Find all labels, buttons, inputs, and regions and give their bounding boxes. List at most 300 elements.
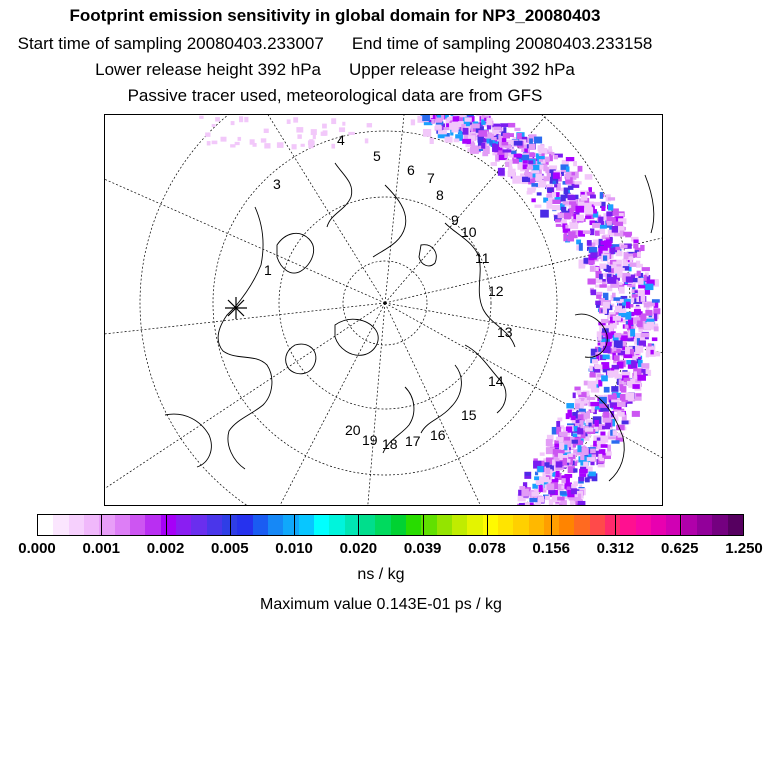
plume-cell <box>593 441 597 447</box>
plume-cell <box>588 423 591 427</box>
plume-cell <box>579 469 588 474</box>
plume-cell <box>235 142 240 145</box>
colorbar-cell <box>360 515 375 535</box>
colorbar-separator <box>423 515 424 535</box>
plume-cell <box>614 340 623 348</box>
plume-cell <box>628 320 633 326</box>
plume-cell <box>261 138 266 142</box>
plume-cell <box>596 305 600 308</box>
day-label: 16 <box>430 427 446 443</box>
plume-cell <box>603 355 610 360</box>
plume-cell <box>548 146 552 152</box>
plume-cell <box>367 123 372 127</box>
plume-cell <box>652 299 660 302</box>
colorbar-cell <box>498 515 513 535</box>
plume-cell <box>585 174 593 180</box>
meridian <box>385 115 405 303</box>
plume-cell <box>537 466 544 472</box>
colorbar-cell <box>559 515 574 535</box>
plume-cell <box>604 387 610 393</box>
plume-cell <box>264 129 269 133</box>
plume-cell <box>568 453 572 457</box>
plume-cell <box>205 132 210 136</box>
plume-cell <box>308 143 313 148</box>
plume-cell <box>594 369 600 373</box>
colorbar-cell <box>253 515 268 535</box>
plume-cell <box>529 498 537 502</box>
plume-cell <box>566 413 570 419</box>
plume-cell <box>556 192 560 197</box>
plume-cell <box>539 180 544 187</box>
plume-cell <box>556 461 563 467</box>
plume-cell <box>608 395 617 400</box>
plume-cell <box>607 221 612 226</box>
plume-cell <box>500 123 508 127</box>
colorbar-cell <box>145 515 160 535</box>
plume-cell <box>599 284 606 287</box>
plume-cell <box>637 252 641 257</box>
release-heights <box>0 60 670 80</box>
plume-cell <box>572 219 575 223</box>
plume-cell <box>571 488 577 494</box>
plume-cell <box>654 313 657 321</box>
plume-cell <box>590 228 594 235</box>
plume-cell <box>641 363 649 368</box>
plume-cell <box>585 216 591 219</box>
plume-cell <box>607 370 615 377</box>
plume-cell <box>585 207 593 214</box>
day-label: 17 <box>405 433 421 449</box>
plume-cell <box>614 333 621 338</box>
plume-cell <box>613 347 616 351</box>
plume-cell <box>625 392 634 400</box>
plume-cell <box>207 141 211 145</box>
sampling-times <box>0 34 670 54</box>
colorbar-cell <box>620 515 635 535</box>
plume-cell <box>537 192 542 195</box>
plume-cell <box>583 230 591 234</box>
plume-cell <box>592 223 600 228</box>
plume-cell <box>529 153 535 157</box>
colorbar-cell <box>651 515 666 535</box>
plume-cell <box>577 390 582 395</box>
plume-cell <box>571 172 575 175</box>
plume-cell <box>571 416 575 420</box>
plume-cell <box>449 123 456 130</box>
plume-cell <box>636 393 641 396</box>
plume-cell <box>578 416 584 419</box>
colorbar-tick-label: 0.000 <box>18 540 56 557</box>
plume-cell <box>589 373 595 377</box>
plume-cell <box>277 142 284 148</box>
plume-cell <box>441 115 444 119</box>
plume-cell <box>588 381 597 389</box>
plume-cell <box>560 491 567 495</box>
plume-cell <box>613 316 621 321</box>
colorbar-cell <box>191 515 206 535</box>
plume-cell <box>603 308 607 314</box>
plume-cell <box>641 333 650 338</box>
plume-cell <box>577 445 581 452</box>
plume-cell <box>602 426 610 429</box>
plume-cell <box>301 144 305 147</box>
plume-cell <box>564 474 572 478</box>
plume-cell <box>638 285 646 289</box>
plume-cell <box>579 473 586 477</box>
colorbar-cell <box>406 515 421 535</box>
plume-cell <box>505 162 509 167</box>
plume-cell <box>438 130 447 134</box>
plume-cell <box>607 277 616 284</box>
plume-cell <box>538 496 544 502</box>
plume-cell <box>514 154 522 158</box>
plume-cell <box>560 195 565 202</box>
plume-cell <box>293 117 298 122</box>
plume-cell <box>331 144 335 149</box>
plume-cell <box>633 239 638 243</box>
plume-cell <box>556 437 560 441</box>
day-label: 8 <box>436 187 444 203</box>
plume-cell <box>587 240 592 246</box>
plume-cell <box>598 464 605 467</box>
plume-cell <box>498 168 505 176</box>
colorbar-cell <box>161 515 176 535</box>
plume-cell <box>481 143 485 149</box>
plume-cell <box>545 157 550 163</box>
plume-cell <box>430 138 434 144</box>
day-label: 7 <box>427 170 435 186</box>
plume-cell <box>611 386 618 392</box>
plume-cell <box>587 397 595 400</box>
meridian <box>385 303 485 506</box>
plume-cell <box>573 443 576 447</box>
plume-cell <box>491 162 496 166</box>
plume-cell <box>492 144 498 152</box>
plume-cell <box>529 144 536 150</box>
plume-cell <box>508 123 515 128</box>
plume-cell <box>539 476 544 484</box>
plume-cell <box>544 176 550 181</box>
colorbar-tick-label: 0.020 <box>339 540 378 557</box>
plume-cell <box>583 462 588 467</box>
lower-release-height: Lower release height 392 hPa <box>95 60 321 79</box>
colorbar-unit <box>0 566 768 584</box>
plume-cell <box>531 183 538 187</box>
plume-cell <box>627 338 634 341</box>
plume-cell <box>494 127 502 130</box>
plume-cell <box>561 207 566 211</box>
colorbar-separator <box>551 515 552 535</box>
plume-cell <box>566 403 574 408</box>
plume-cell <box>510 169 516 177</box>
plume-cell <box>623 232 632 236</box>
plume-cell <box>562 201 568 204</box>
plume-cell <box>527 191 533 194</box>
plume-cell <box>595 230 600 235</box>
plume-cell <box>607 241 612 246</box>
plume-cell <box>476 115 482 116</box>
plume-cell <box>648 343 652 346</box>
plume-cell <box>642 267 650 271</box>
plume-cell <box>596 295 601 299</box>
plume-cell <box>569 201 576 204</box>
plume-cell <box>287 119 291 124</box>
plume-cell <box>590 449 596 454</box>
plume-cell <box>580 423 583 429</box>
plume-cell <box>573 161 577 166</box>
plume-cell <box>568 231 576 236</box>
plume-cell <box>459 131 462 134</box>
colorbar-tick-label: 0.002 <box>146 540 185 557</box>
plume-cell <box>576 215 584 222</box>
plume-cell <box>587 278 595 284</box>
plume-cell <box>231 121 235 125</box>
plume-cell <box>638 278 644 285</box>
colorbar-cell <box>53 515 68 535</box>
day-labels <box>264 132 513 452</box>
coastline <box>327 163 352 227</box>
plume-cell <box>199 116 203 119</box>
day-label: 5 <box>373 148 381 164</box>
plume-cell <box>646 352 649 357</box>
plume-cell <box>431 119 434 124</box>
day-label: 19 <box>362 432 378 448</box>
plume-cell <box>238 137 242 141</box>
plume-cell <box>212 124 216 127</box>
plume-cell <box>478 130 487 137</box>
meridian <box>105 175 385 303</box>
plume-cell <box>445 137 453 143</box>
plume-cell <box>553 172 560 178</box>
plume-cell <box>622 421 629 425</box>
plume-cell <box>296 127 303 133</box>
plume-cell <box>632 384 639 389</box>
plume-cell <box>590 402 599 406</box>
plume-cell <box>601 319 609 323</box>
plume-cell <box>611 248 615 255</box>
plume-cell <box>645 310 652 316</box>
plume-cell <box>528 160 533 163</box>
plume-cell <box>540 452 545 455</box>
plume-cell <box>646 368 649 374</box>
map-canvas <box>105 115 663 506</box>
plume-cell <box>629 263 636 267</box>
plume-cell <box>585 428 593 432</box>
plume-cell <box>590 195 596 199</box>
plume-cell <box>563 234 566 242</box>
colorbar <box>37 514 744 536</box>
plume-cell <box>634 309 641 315</box>
plume-cell <box>573 433 578 437</box>
colorbar-cell <box>176 515 191 535</box>
plume-cell <box>443 127 450 130</box>
plume-cell <box>654 326 659 331</box>
plume-cell <box>602 235 606 239</box>
colorbar-cell <box>69 515 84 535</box>
plume-cell <box>598 454 602 460</box>
plume-cell <box>632 278 637 282</box>
plume-cell <box>554 155 558 159</box>
meridian <box>367 303 385 506</box>
coastline <box>373 185 406 257</box>
colorbar-cell <box>467 515 482 535</box>
plume-cell <box>601 362 609 369</box>
day-label: 3 <box>273 176 281 192</box>
plume-cell <box>631 298 634 303</box>
day-label: 13 <box>497 324 513 340</box>
plume-cell <box>557 497 564 501</box>
footprint-map <box>104 114 663 506</box>
plume-cell <box>239 116 243 122</box>
plume-cell <box>447 118 451 122</box>
day-label: 15 <box>461 407 477 423</box>
colorbar-cell <box>38 515 53 535</box>
colorbar-cell <box>437 515 452 535</box>
plume-cell <box>546 439 553 446</box>
colorbar-tick-label: 0.312 <box>596 540 635 557</box>
plume-cell <box>626 302 630 309</box>
plume-cell <box>600 225 607 229</box>
plume-cell <box>601 206 605 211</box>
colorbar-cell <box>452 515 467 535</box>
plume-cell <box>568 186 574 190</box>
plume-cell <box>614 266 622 273</box>
plume-cell <box>599 264 606 269</box>
colorbar-cell <box>590 515 605 535</box>
plume-cell <box>603 302 610 309</box>
coastline <box>419 245 436 266</box>
plume-cell <box>587 457 595 461</box>
plume-cell <box>486 118 492 125</box>
plume-cell <box>482 152 488 156</box>
plume-cell <box>620 299 624 302</box>
plume-cell <box>594 202 602 206</box>
colorbar-separator <box>680 515 681 535</box>
plume-cell <box>615 306 622 313</box>
colorbar-tick-row <box>0 540 768 560</box>
plume-cell <box>525 472 531 475</box>
plume-cell <box>637 375 646 381</box>
plume-cell <box>615 247 620 250</box>
plume-cell <box>578 477 584 482</box>
colorbar-cell <box>712 515 727 535</box>
plume-cell <box>582 448 589 455</box>
plume-cell <box>503 149 512 152</box>
plume-cell <box>635 346 643 353</box>
plume-cell <box>595 301 601 305</box>
plume-cell <box>591 290 597 296</box>
plume-cell <box>221 137 227 142</box>
plume-cell <box>652 337 657 341</box>
colorbar-cell <box>605 515 620 535</box>
plume-cell <box>422 115 430 121</box>
plume-cell <box>653 308 660 314</box>
day-label: 18 <box>382 436 398 452</box>
plume-cell <box>607 445 611 453</box>
plume-cell <box>644 275 647 281</box>
coastline <box>218 207 272 469</box>
colorbar-tick-label: 0.078 <box>468 540 506 557</box>
plume-cell <box>472 123 480 128</box>
colorbar-cell <box>728 515 743 535</box>
plume-cell <box>623 382 627 386</box>
plume-cell <box>244 117 248 122</box>
start-time: Start time of sampling 20080403.233007 <box>17 34 324 53</box>
plume-cell <box>589 366 593 371</box>
plume-cell <box>531 492 538 497</box>
plume-cell <box>558 505 562 506</box>
plume-cell <box>630 329 635 337</box>
coastline <box>165 414 211 467</box>
plume-cell <box>535 502 541 506</box>
day-label: 11 <box>475 250 490 266</box>
plume-cell <box>636 264 643 267</box>
plume-cell <box>548 490 555 495</box>
plume-cell <box>460 115 466 117</box>
plume-cell <box>541 505 547 506</box>
plume-cell <box>564 213 571 219</box>
plume-cell <box>601 375 608 381</box>
plume-cell <box>570 501 574 506</box>
max-value-label: Maximum value 0.143E-01 ps / kg <box>260 596 502 613</box>
colorbar-cell <box>115 515 130 535</box>
colorbar-tick-label: 0.010 <box>275 540 313 557</box>
plume-cell <box>579 243 583 251</box>
plume-cell <box>635 290 639 293</box>
colorbar-separator <box>487 515 488 535</box>
day-label: 4 <box>337 132 345 148</box>
plume-cell <box>600 192 603 199</box>
colorbar-cell <box>268 515 283 535</box>
plume-cell <box>613 430 616 435</box>
plume-cell <box>572 440 578 444</box>
plume-cell <box>526 502 530 506</box>
colorbar-cell <box>513 515 528 535</box>
colorbar-cell <box>483 515 498 535</box>
plume-cell <box>559 432 568 437</box>
plume-cell <box>552 192 556 197</box>
plot-title: Footprint emission sensitivity in global domain for NP3_20080403 <box>69 6 601 25</box>
plume-cell <box>606 211 613 216</box>
plume-cell <box>580 401 584 406</box>
plume-cell <box>580 455 584 461</box>
plume-cell <box>614 222 623 226</box>
day-label: 10 <box>461 224 477 240</box>
plume-cell <box>590 252 597 258</box>
plume-cell <box>573 393 576 399</box>
plume-cell <box>557 418 562 422</box>
plume-cell <box>589 247 597 253</box>
plume-cell <box>601 444 608 448</box>
colorbar-cell <box>391 515 406 535</box>
day-label: 6 <box>407 162 415 178</box>
plume-cell <box>613 262 617 265</box>
plume-cell <box>615 374 622 379</box>
plume-cell <box>594 420 598 427</box>
plume-cell <box>555 505 563 506</box>
plume-cell <box>641 295 646 302</box>
plume-cell <box>553 181 556 185</box>
day-label: 14 <box>488 373 504 389</box>
plume-cell <box>552 205 560 210</box>
plume-cell <box>534 137 542 144</box>
plume-cell <box>531 187 536 191</box>
plume-cell <box>531 170 539 173</box>
plume-cell <box>539 485 543 492</box>
plume-cell <box>620 335 627 341</box>
colorbar-tick-label: 0.039 <box>403 540 442 557</box>
plume-cell <box>606 451 612 455</box>
